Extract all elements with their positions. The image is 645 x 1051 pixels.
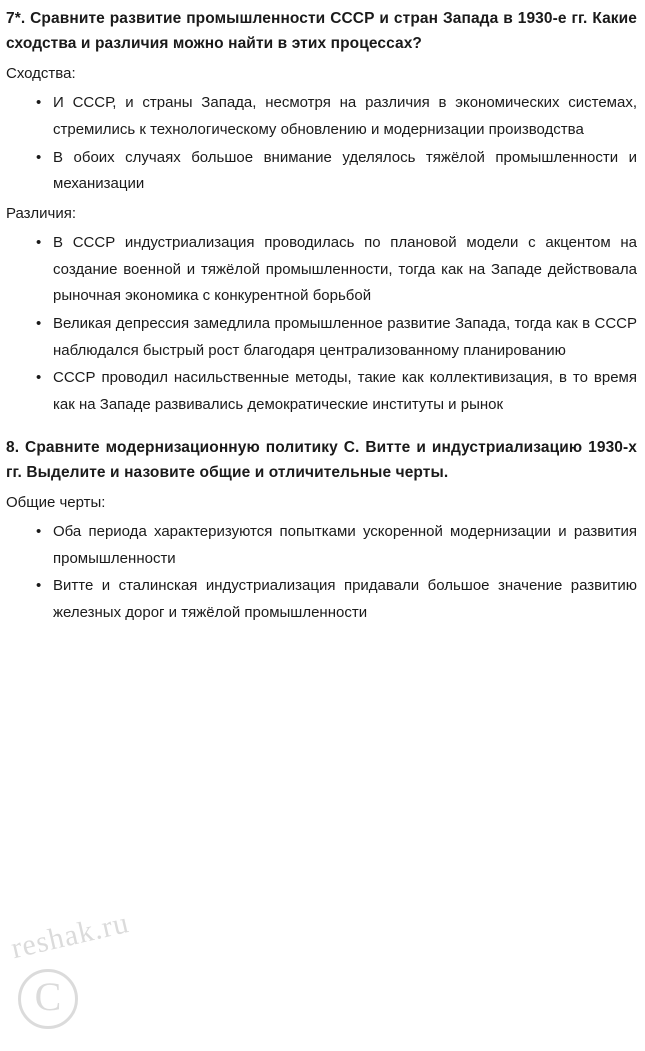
common-features-list [6, 519, 637, 627]
differences-list [6, 230, 637, 419]
similarities-list [6, 90, 637, 198]
differences-label: Различия: [6, 204, 77, 222]
list-item: • В обоих случаях большое внимание уделялось тяжёлой промышленности и механизации [6, 145, 637, 198]
watermark [6, 906, 186, 1045]
list-item: • Оба периода характеризуются попытками ускоренной модернизации и развития промышленности [6, 519, 637, 572]
watermark-text: reshak.ru [8, 906, 133, 966]
list-item: • СССР проводил насильственные методы, такие как коллективизация, в то время как на Западе развивались демократические институты и рынок [6, 365, 637, 418]
list-item: • Витте и сталинская индустриализация придавали большое значение развитию железных дорог и тяжёлой промышленности [6, 573, 637, 626]
list-item: • В СССР индустриализация проводилась по плановой модели с акцентом на создание военной и тяжёлой промышленности, тогда как на Западе действовала рыночная экономика с конкурентной борьбой [6, 230, 637, 310]
list-item: • Великая депрессия замедлила промышленное развитие Запада, тогда как в СССР наблюдался быстрый рост благодаря централизованному планированию [6, 311, 637, 364]
similarities-label: Сходства: [6, 65, 76, 83]
common-features-label: Общие черты: [6, 494, 106, 511]
watermark-copyright-icon: C [18, 969, 78, 1029]
question-heading-8: 8. Сравните модернизационную политику С. Витте и индустриализацию 1930-х гг. Выделите и назовите общие и отличительные черты. [6, 438, 637, 481]
question-heading-7: 7*. Сравните развитие промышленности СССР и стран Запада в 1930-е гг. Какие сходства и различия можно найти в этих процессах? [6, 10, 637, 53]
list-item: • И СССР, и страны Запада, несмотря на различия в экономических системах, стремились к технологическому обновлению и модернизации производства [6, 90, 637, 143]
